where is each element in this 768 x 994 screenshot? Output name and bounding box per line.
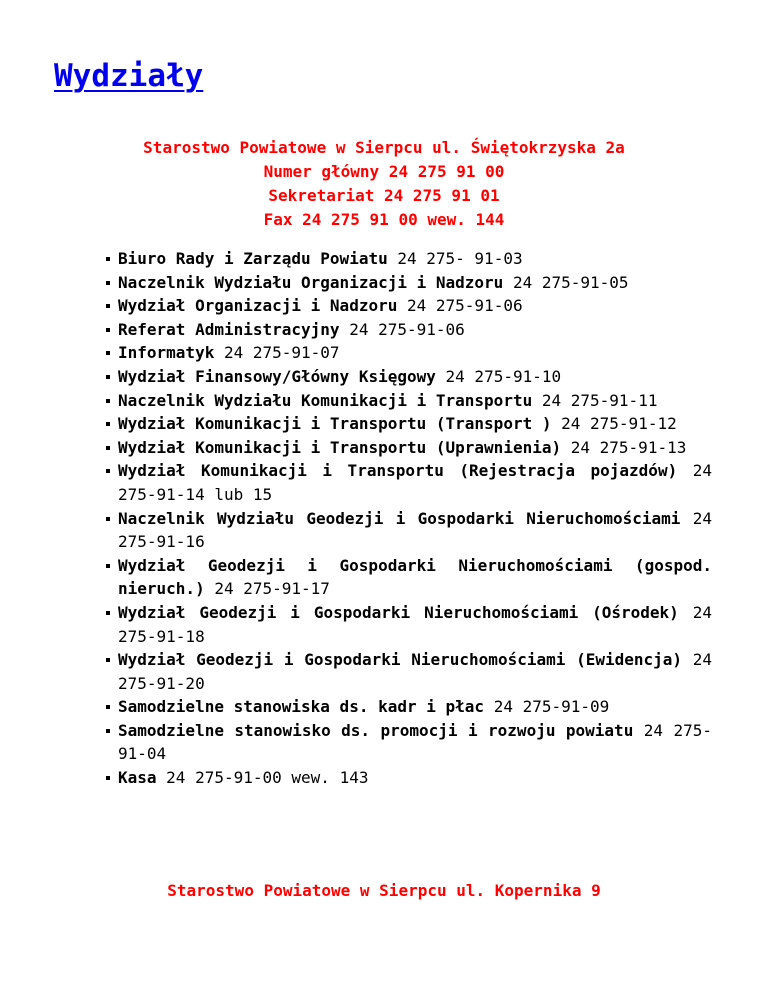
page-title [54,52,203,100]
department-phone: 24 275-91-05 [512,272,629,292]
list-item [118,389,712,413]
department-phone: 24 275-91-10 [445,366,562,386]
list-item [118,648,712,695]
department-phone: 24 275-91-18 [118,602,713,646]
list-item [118,294,712,318]
department-name: Informatyk [118,343,215,363]
list-item [118,766,712,790]
list-item [118,601,712,648]
department-phone: 24 275-91-20 [118,650,712,693]
department-phone: 24 275-91-12 [561,414,677,434]
department-name: Wydział Komunikacji i Transportu (Uprawnienia) [118,437,562,457]
department-phone: 24 275-91-06 [349,319,465,339]
secretariat-number: Sekretariat 24 275 91 01 [268,186,500,205]
department-name: Kasa [118,768,157,788]
department-name: Biuro Rady i Zarządu Powiatu [118,249,388,268]
address-line: Starostwo Powiatowe w Sierpcu ul. Świętokrzyska 2a [143,138,625,157]
department-name: Samodzielne stanowiska ds. kadr i płac [118,697,485,717]
department-name: Samodzielne stanowisko ds. promocji i rozwoju powiatu [118,720,634,740]
department-list [118,247,712,790]
department-name: Wydział Geodezji i Gospodarki Nieruchomościami (Ośrodek) [118,602,679,622]
department-name: Referat Administracyjny [118,319,340,339]
department-name: Naczelnik Wydziału Geodezji i Gospodarki Nieruchomościami [118,508,681,528]
main-number: Numer główny 24 275 91 00 [263,162,505,181]
list-item [118,271,712,295]
address-header [0,136,768,232]
department-name: Naczelnik Wydziału Organizacji i Nadzoru [118,272,504,292]
department-phone: 24 275-91-13 [570,437,687,457]
department-name: Wydział Geodezji i Gospodarki Nieruchomościami (gospod. nieruch.) [118,555,712,599]
department-phone: 24 275-91-07 [223,343,340,363]
list-item [118,341,712,365]
list-item [118,365,712,389]
department-phone: 24 275-91-11 [541,390,658,410]
list-item [118,247,712,271]
department-phone: 24 275-91-16 [118,508,712,552]
department-name: Naczelnik Wydziału Komunikacji i Transportu [118,390,533,410]
list-item [118,507,712,554]
department-name: Wydział Geodezji i Gospodarki Nieruchomościami (Ewidencja) [118,650,683,670]
list-item [118,412,712,436]
department-phone: 24 275-91-04 [118,720,712,764]
list-item [118,719,712,766]
wydzialy-link[interactable]: Wydziały [54,58,204,94]
list-item [118,318,712,342]
department-phone: 24 275-91-14 lub 15 [118,461,712,504]
department-phone: 24 275-91-17 [214,579,330,599]
list-item [118,459,712,506]
department-phone: 24 275-91-09 [493,697,610,717]
department-phone: 24 275-91-00 wew. 143 [166,768,369,788]
list-item [118,554,712,601]
department-name: Wydział Komunikacji i Transportu (Transport ) [118,414,552,434]
department-phone: 24 275- 91-03 [397,249,523,268]
department-name: Wydział Komunikacji i Transportu (Rejestracja pojazdów) [118,461,678,481]
list-item [118,436,712,460]
department-name: Wydział Organizacji i Nadzoru [118,296,398,316]
second-address: Starostwo Powiatowe w Sierpcu ul. Kopernika 9 [167,881,601,900]
list-item [118,695,712,719]
department-phone: 24 275-91-06 [407,296,523,316]
fax-number: Fax 24 275 91 00 wew. 144 [263,210,505,229]
department-name: Wydział Finansowy/Główny Księgowy [118,366,436,386]
